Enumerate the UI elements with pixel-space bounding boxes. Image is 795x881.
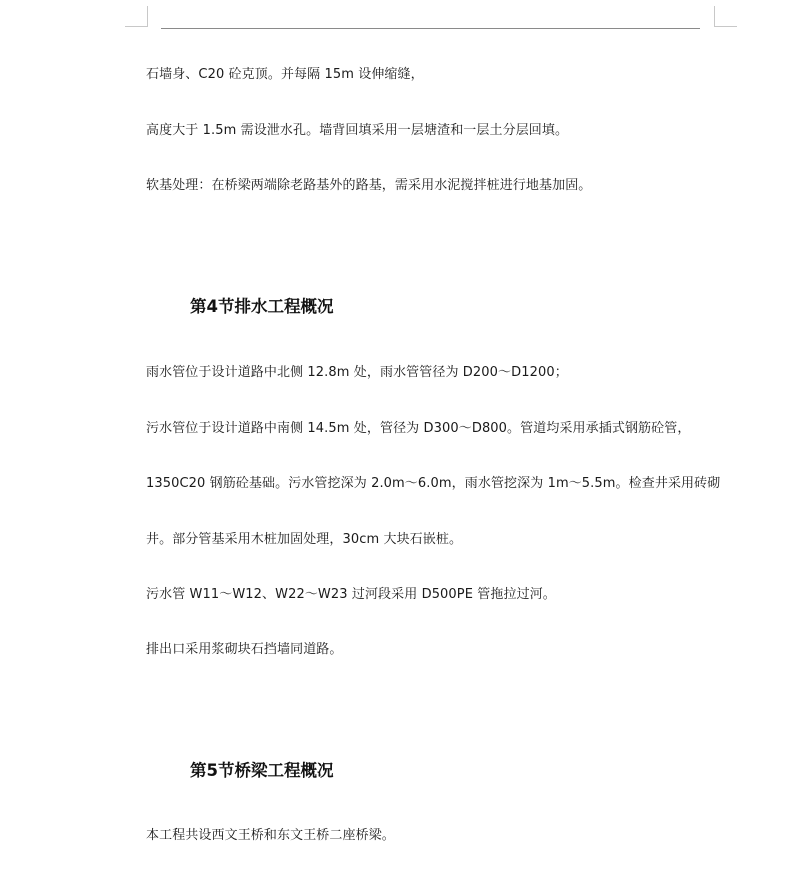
paragraph: 雨水管位于设计道路中北侧 12.8m 处，雨水管管径为 D200～D1200； (146, 365, 568, 380)
paragraph: 软基处理：在桥梁两端除老路基外的路基，需采用水泥搅拌桩进行地基加固。 (146, 178, 592, 193)
paragraph: 井。部分管基采用木桩加固处理，30cm 大块石嵌桩。 (146, 532, 463, 547)
section-heading: 第4节排水工程概况 (190, 297, 334, 316)
section-heading: 第5节桥梁工程概况 (190, 761, 334, 780)
header-rule (161, 28, 700, 29)
paragraph: 石墙身、C20 砼克顶。并每隔 15m 设伸缩缝， (146, 67, 424, 82)
paragraph: 污水管 W11～W12、W22～W23 过河段采用 D500PE 管拖拉过河。 (146, 587, 556, 602)
paragraph: 高度大于 1.5m 需设泄水孔。墙背回填采用一层塘渣和一层土分层回填。 (146, 123, 569, 138)
page-corner-mark-left (125, 6, 148, 27)
paragraph: 1350C20 钢筋砼基础。污水管挖深为 2.0m～6.0m，雨水管挖深为 1m～5.5m。检查井采用砖砌 (146, 476, 721, 491)
page-corner-mark-right (714, 6, 737, 27)
paragraph: 排出口采用浆砌块石挡墙同道路。 (146, 642, 343, 657)
paragraph: 污水管位于设计道路中南侧 14.5m 处，管径为 D300～D800。管道均采用承插式钢筋砼管， (146, 421, 691, 436)
paragraph: 本工程共设西文王桥和东文王桥二座桥梁。 (146, 828, 395, 843)
